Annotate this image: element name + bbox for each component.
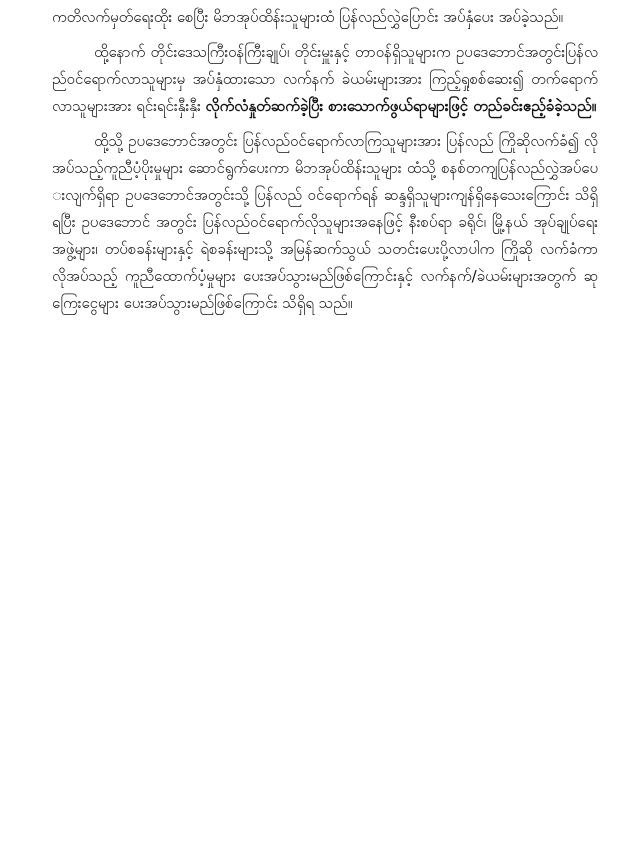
paragraph-3 xyxy=(52,128,598,317)
paragraph-1 xyxy=(52,4,598,31)
paragraph-2-text: ထို့နောက် တိုင်းဒေသကြီးဝန်ကြီးချုပ်၊ တိုင်းမှူးနှင့် တာဝန်ရှိသူများက ဥပဒေဘောင်အတွင်းပြန်လည်ဝင်ရောက်လာသူများမှ အပ်နှံထားသော လက်နက် ခဲယမ်းများအား ကြည့်ရှုစစ်ဆေး၍ တက်ရောက်လာသူများအား ရင်းရင်းနှီးနှီး xyxy=(52,43,598,115)
paragraph-2-bold-text: လိုက်လံနှုတ်ဆက်ခဲ့ပြီး စားသောက်ဖွယ်ရာများဖြင့် တည်ခင်းဧည့်ခံခဲ့သည်။ xyxy=(205,97,597,115)
paragraph-1-text: ကတိလက်မှတ်ရေးထိုး စေပြီး မိဘအုပ်ထိန်းသူများထံ ပြန်လည်လွှဲပြောင်း အပ်နှံပေး အပ်ခဲ့သည်။ xyxy=(52,8,563,26)
paragraph-2 xyxy=(52,39,598,120)
paragraph-3-text: ထို့သို့ ဥပဒေဘောင်အတွင်း ပြန်လည်ဝင်ရောက်လာကြသူများအား ပြန်လည် ကြိုဆိုလက်ခံ၍ လိုအပ်သည့်ကူညီပံ့ပိုးမှုများ ဆောင်ရွက်ပေးကာ မိဘအုပ်ထိန်းသူများ ထံသို့ စနစ်တကျပြန်လည်လွှဲအပ်ပေးလျက်ရှိရာ ဥပဒေဘောင်အတွင်းသို့ ပြန်လည် ဝင်ရောက်ရန် ဆန္ဒရှိသူများကျန်ရှိနေသေးကြောင်း သိရှိရပြီး ဥပဒေဘောင် အတွင်း ပြန်လည်ဝင်ရောက်လိုသူများအနေဖြင့် နီးစပ်ရာ ခရိုင်၊ မြို့နယ် အုပ်ချုပ်ရေးအဖွဲ့များ၊ တပ်စခန်းများနှင့် ရဲစခန်းများသို့ အမြန်ဆက်သွယ် သတင်းပေးပို့လာပါက ကြိုဆို လက်ခံကာ လိုအပ်သည့် ကူညီထောက်ပံ့မှုများ ပေးအပ်သွားမည်ဖြစ်ကြောင်းနှင့် လက်နက်/ခဲယမ်းများအတွက် ဆုကြေးငွေများ ပေးအပ်သွားမည်ဖြစ်ကြောင်း သိရှိရ သည်။ xyxy=(52,132,598,312)
